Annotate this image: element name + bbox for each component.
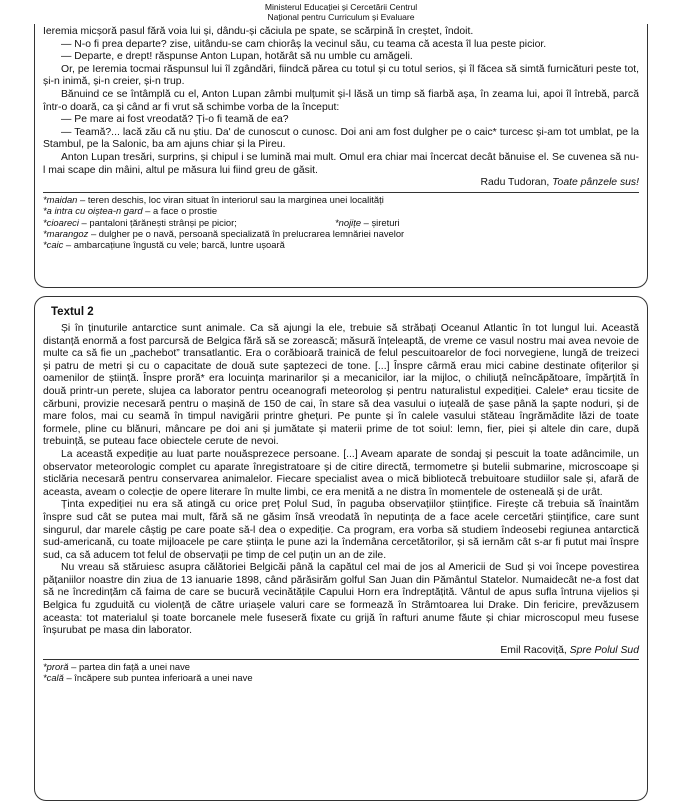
- text1-frame: [34, 24, 648, 288]
- text2-title: Textul 2: [51, 306, 94, 318]
- text1-paragraph: Bănuind ce se întâmplă cu el, Anton Lupan zâmbi mulțumit și-l lăsă un timp să fiarbă așa, în zeama lui, apoi îl întrebă, parcă într-o doară, ca și când ar fi vrut să schimbe vorba de la început:: [43, 88, 639, 113]
- text2-work-title: Spre Polul Sud: [569, 644, 639, 656]
- text2-content: [43, 305, 639, 684]
- footnote-separator: [43, 659, 639, 660]
- text1-paragraph: — Pe mare ai fost vreodată? Ți-o fi teamă de ea?: [61, 114, 289, 126]
- text1-paragraph: — N-o fi prea departe? zise, uitându-se cam chiorâș la vecinul său, cu teama că acesta îl lua peste picior.: [61, 38, 547, 50]
- text1-paragraph: — Departe, e drept! răspunse Anton Lupan, hotărât să nu umble cu amăgeli.: [61, 51, 413, 63]
- text1-paragraph: Anton Lupan tresări, surprins, și chipul i se lumină mai mult. Omul era chiar mai încercat decât bănuise el. Se cuvenea să nu-l mai scape din mâini, altul pe măsura lui fiind greu de găsit.: [43, 151, 639, 176]
- text1-author: Radu Tudoran,: [480, 177, 553, 189]
- text1-attribution: [43, 177, 639, 190]
- text2-attribution: [43, 644, 639, 657]
- footnote-maidan: *maidan – teren deschis, loc viran situat în interiorul sau la marginea unei localități: [43, 193, 384, 205]
- text1-paragraph: Or, pe Ieremia tocmai răspunsul lui îl zgândări, fiindcă părea cu totul și cu totul serios, și îl făcea să simtă furnicături peste tot, și-n inimă, și-n creier, și-n trup.: [43, 63, 639, 88]
- footnote-prora: *proră – partea din față a unei nave: [43, 660, 190, 672]
- text2-paragraph: Nu vreau să stăruiesc asupra călătoriei Belgicăi până la capătul cel mai de jos al Americii de Sud și voi începe povestirea pățaniilor noastre din ziua de 13 ianuarie 1898, când părăsirăm golful San Juan din Pământul Statelor. Numaidecât ne-a fost dat să ne încredințăm că faima de care se bucură vecinătățile Capului Horn era îndreptățită. Vântul de apus sufla întruna vijelios și Belgica fu zguduită cu violență de către uriașele valuri care se formează în Strâmtoarea lui Drake. Din fericire, prevăzusem aceasta: tot materialul și toate borcanele mele fuseseră fixate cu grijă în rafturi anume făute și chiar microscopul meu fusese înșurubat pe masa din laborator.: [43, 562, 639, 637]
- footnote-marangoz: *marangoz – dulgher pe o navă, persoană specializată în prelucrarea lemnăriei navelor: [43, 227, 405, 239]
- header-ministry: Ministerul Educației și Cercetării Centrul: [264, 2, 418, 12]
- text2-author: Emil Racoviță,: [500, 644, 570, 656]
- text1-content: [43, 26, 639, 251]
- footnote-intra-cu-oistea: *a intra cu oiștea-n gard – a face o prostie: [43, 205, 218, 217]
- footnote-caic: *caic – ambarcațiune îngustă cu vele; barcă, luntre ușoară: [43, 239, 285, 251]
- text1-work-title: Toate pânzele sus!: [552, 177, 639, 189]
- text1-paragraph: Ieremia micșoră pasul fără voia lui și, dându-și căciula pe spate, se scărpină în creștet, îndoit.: [43, 26, 474, 37]
- footnote-cioareci-nojite: *cioareci – pantaloni țărănești strânși pe picior; *nojițe – șireturi: [43, 216, 400, 228]
- text1-paragraph: — Teamă?... lacă zău că nu știu. Da' de cunoscut o cunosc. Doi ani am fost dulgher pe o caic* turcesc și-am tot umblat, pe la Stambul, pe la Salonic, ba am ajuns chiar și la Pireu.: [43, 126, 639, 151]
- text2-paragraph: Și în ținuturile antarctice sunt animale. Ca să ajungi la ele, trebuie să străbați Oceanul Atlantic în tot lungul lui. Această distanță enormă a fost parcursă de Belgica fără să se zorească; măsură înțeleaptă, de vreme ce vasul nostru mai avea nevoie de multe ca să fie un „pachebot” transatlantic. Era o corăbioară trainică de felul pescuitoarelor de foci norvegiene, lungă de treizeci și patru de metri și cu o capacitate de două sute șaptezeci de tone. [...] Înspre cârmă erau mici cabine destinate ofițerilor și oamenilor de știință. Înspre proră* era locuința marinarilor și a mecanicilor, iar la mijloc, o chiliuță neîncăpătoare, împărțită în două printr-un perete, slujea ca laborator pentru oceanografi meteorolog și pentru naturalistul expediției. Calele* erau ticsite de cărbuni, provizie necesară pentru o mașină de 150 de cai, în stare să dea vasului o iuțeală de șase până la șapte noduri, și de mare folos, mai cu seamă în timpul navigării printre ghețuri. Pe punte și în calele vasului stăteau îngrămădite lăzi de toate formele, pline cu blănuri, mâncare pe doi ani și jumătate și materii prime de tot soiul: lemn, fier, piei și altele din care, după trebuință, se puteau face obiectele cerute de nevoi.: [43, 323, 639, 448]
- text2-paragraph: La această expediție au luat parte nouăsprezece persoane. [...] Aveam aparate de sondaj și pescuit la toate adâncimile, un observator meteorologic complet cu aparate înregistratoare și de citire directă, termometre și butelii submarine, microscoape și sticlăria necesară pentru conservarea animalelor. Fiecare specialist avea o mică bibliotecă trebuitoare studiilor sale și, afară de aceasta, aveam o colecție de opere literare în multe limbi, ce era menită a ne distra în momentele de osteneală și de urât.: [43, 448, 639, 498]
- page-header: [0, 2, 682, 22]
- footnote-cala: *cală – încăpere sub puntea inferioară a unei nave: [43, 672, 253, 684]
- footnote-separator: [43, 192, 639, 193]
- text2-paragraph: Ținta expediției nu era să atingă cu orice preț Polul Sud, în paguba observațiilor științifice. Firește că trebuia să înaintăm înspre sud cât se putea mai mult, fără să ne găsim însă vreodată în neputința de a face acele cercetări științifice, care sunt singurul, dar marele câștig pe care poate să-l dea o expediție. Ca program, era vorba să studiem îndeosebi regiunea antarctică sud-americană, cu toate mijloacele pe care știința le pune azi la îndemâna cercetătorilor, și să iernăm cât s-ar fi putut mai înspre sud, ca să aducem tot felul de observații pe timp de cel puțin un an de zile.: [43, 499, 639, 561]
- text2-frame: [34, 296, 648, 801]
- header-center: Național pentru Curriculum și Evaluare: [267, 12, 415, 22]
